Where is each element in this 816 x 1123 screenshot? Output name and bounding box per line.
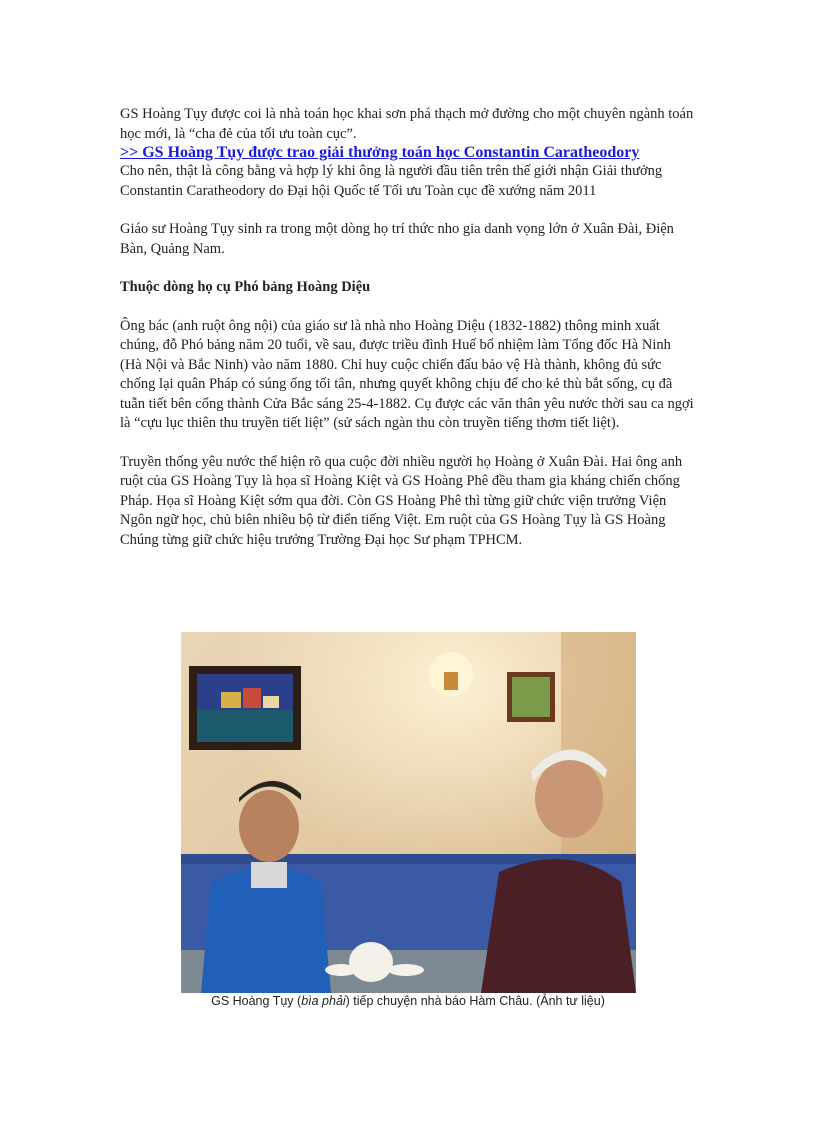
award-article-link[interactable]: >> GS Hoàng Tụy được trao giải thưởng toán học Constantin Caratheodory	[120, 144, 640, 161]
hoang-dieu-paragraph: Ông bác (anh ruột ông nội) của giáo sư là nhà nho Hoàng Diệu (1832-1882) thông minh xuất chúng, đỗ Phó bảng năm 20 tuổi, về sau, được triều đình Huế bổ nhiệm làm Tổng đốc Hà Ninh (Hà Nội và Bắc Ninh) vào năm 1880. Chỉ huy cuộc chiến đấu bảo vệ Hà thành, không đủ sức chống lại quân Pháp có súng ống tối tân, nhưng quyết không chịu để cho kẻ thù bắt sống, cụ đã tuẫn tiết bên cổng thành Cửa Bắc sáng 25-4-1882. Cụ được các văn thân yêu nước thời sau ca ngợi là “cựu lục thiên thu truyền tiết liệt” (sử sách ngàn thu còn truyền tiếng thơm tiết liệt).	[120, 317, 694, 431]
interview-photo	[181, 632, 636, 993]
photo-caption	[0, 994, 816, 1008]
origin-paragraph: Giáo sư Hoàng Tụy sinh ra trong một dòng họ trí thức nho gia danh vọng lớn ở Xuân Đài, Điện Bàn, Quảng Nam.	[120, 221, 674, 257]
caption-text-start: GS Hoàng Tụy (	[211, 994, 302, 1008]
section-heading: Thuộc dòng họ cụ Phó bảng Hoàng Diệu	[120, 279, 371, 295]
wall-painting	[189, 666, 301, 750]
small-painting	[507, 672, 555, 722]
interview-photo-illustration	[181, 632, 636, 993]
article-body	[120, 105, 695, 550]
intro-paragraph: GS Hoàng Tụy được coi là nhà toán học khai sơn phá thạch mở đường cho một chuyên ngành toán học mới, là “cha đẻ của tối ưu toàn cục”.	[120, 106, 694, 142]
award-paragraph: Cho nên, thật là công bằng và hợp lý khi ông là người đầu tiên trên thế giới nhận Giải thưởng Constantin Caratheodory do Đại hội Quốc tế Tối ưu Toàn cục đề xướng năm 2011	[120, 163, 663, 199]
wall-lamp	[429, 652, 473, 696]
caption-italic: bìa phải	[301, 994, 346, 1008]
caption-text-end: ) tiếp chuyện nhà báo Hàm Châu. (Ảnh tư liệu)	[345, 994, 605, 1008]
family-paragraph: Truyền thống yêu nước thể hiện rõ qua cuộc đời nhiều người họ Hoàng ở Xuân Đài. Hai ông anh ruột của GS Hoàng Tụy là họa sĩ Hoàng Kiệt và GS Hoàng Phê đều tham gia kháng chiến chống Pháp. Họa sĩ Hoàng Kiệt sớm qua đời. Còn GS Hoàng Phê thì từng giữ chức viện trưởng Viện Ngôn ngữ học, chủ biên nhiều bộ từ điển tiếng Việt. Em ruột của GS Hoàng Tụy là GS Hoàng Chúng từng giữ chức hiệu trưởng Trường Đại học Sư phạm TPHCM.	[120, 453, 683, 548]
